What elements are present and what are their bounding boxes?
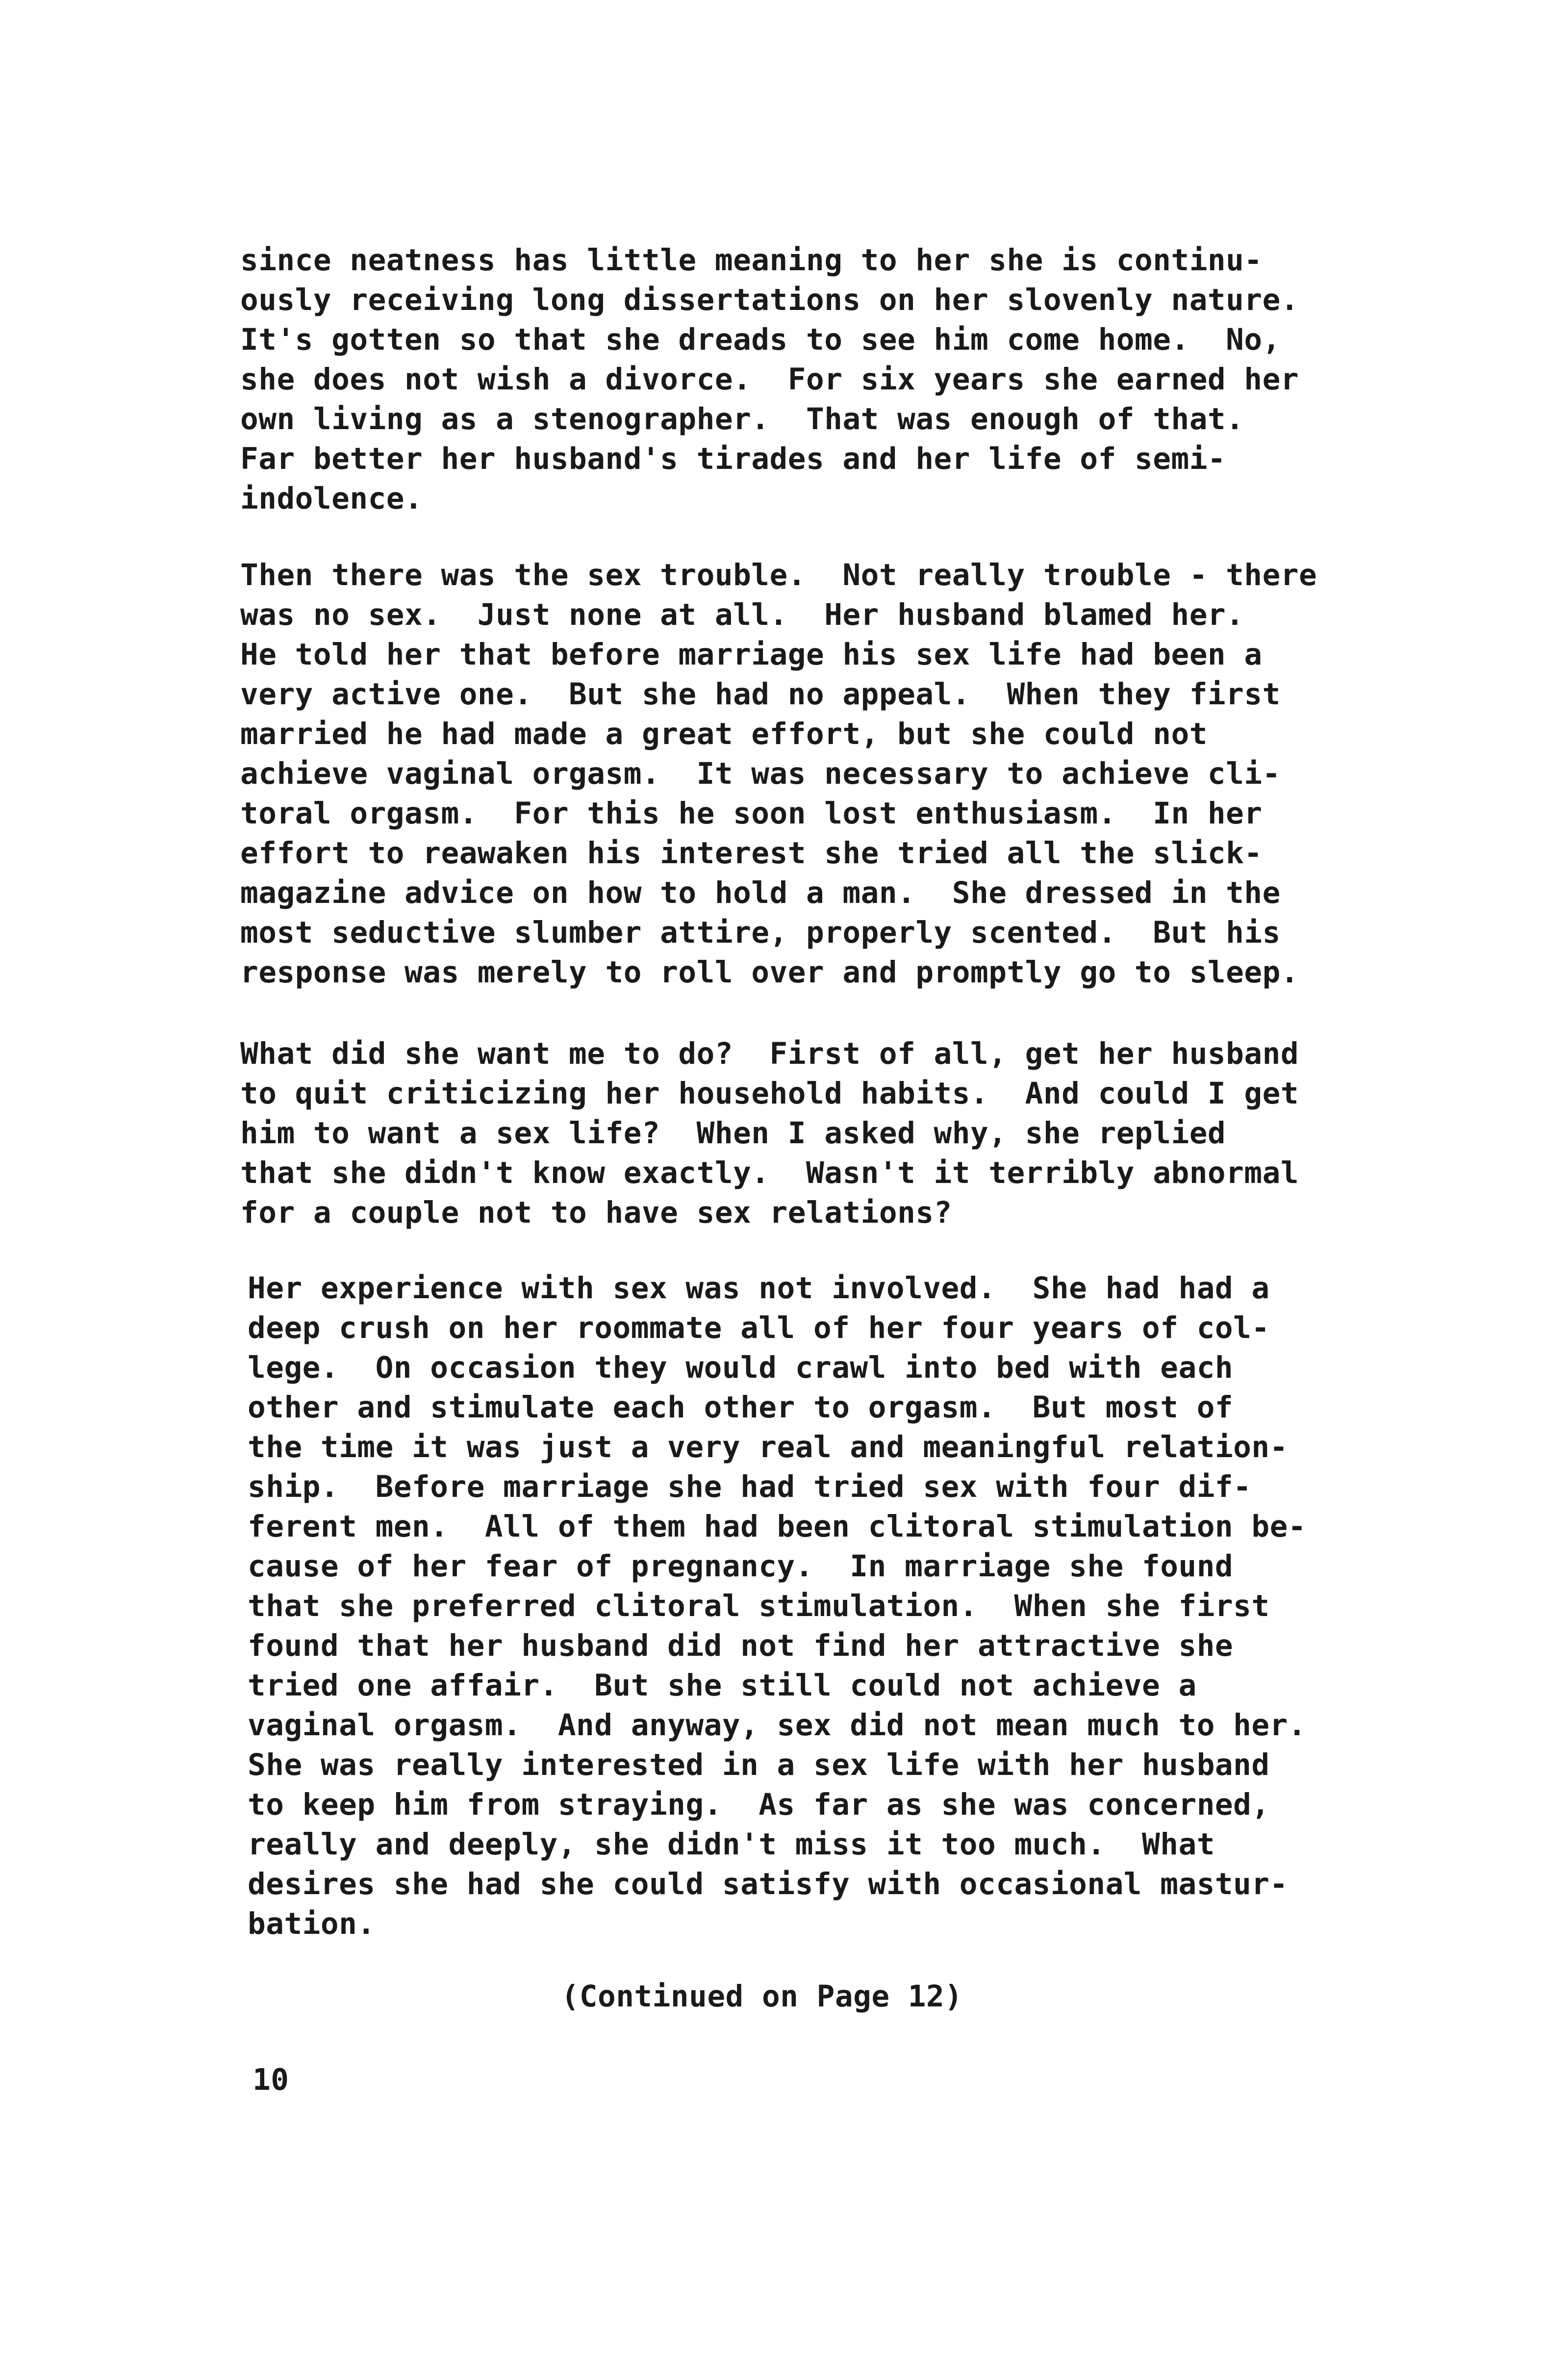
paragraph-3 bbox=[240, 1034, 1299, 1233]
text-line: response was merely to roll over and promptly go to sleep. bbox=[240, 955, 1299, 990]
text-line: ferent men. All of them had been clitoral stimulation be- bbox=[248, 1509, 1307, 1544]
text-line: tried one affair. But she still could not achieve a bbox=[248, 1668, 1197, 1703]
page-number: 10 bbox=[253, 2062, 289, 2097]
text-line: Far better her husband's tirades and her life of semi- bbox=[240, 441, 1226, 476]
text-line: deep crush on her roommate all of her four years of col- bbox=[248, 1310, 1270, 1345]
text-line: to keep him from straying. As far as she was concerned, bbox=[248, 1787, 1270, 1822]
continued-note: (Continued on Page 12) bbox=[561, 1979, 963, 2014]
text-line: other and stimulate each other to orgasm. But most of bbox=[248, 1390, 1234, 1425]
continued-note-row bbox=[0, 1977, 1568, 2016]
text-line: married he had made a great effort, but she could not bbox=[240, 717, 1208, 751]
text-line: she does not wish a divorce. For six years she earned her bbox=[240, 362, 1299, 397]
text-line: most seductive slumber attire, properly scented. But his bbox=[240, 915, 1281, 950]
text-line: that she didn't know exactly. Wasn't it terribly abnormal bbox=[240, 1156, 1299, 1190]
text-line: found that her husband did not find her attractive she bbox=[248, 1628, 1234, 1663]
text-line: that she preferred clitoral stimulation. When she first bbox=[248, 1589, 1270, 1623]
text-line: She was really interested in a sex life with her husband bbox=[248, 1747, 1270, 1782]
paragraph-1 bbox=[240, 240, 1299, 518]
text-line: vaginal orgasm. And anyway, sex did not mean much to her. bbox=[248, 1708, 1307, 1743]
text-line: It's gotten so that she dreads to see him come home. No, bbox=[240, 322, 1281, 357]
text-line: toral orgasm. For this he soon lost enthusiasm. In her bbox=[240, 796, 1263, 831]
text-line: very active one. But she had no appeal. When they first bbox=[240, 677, 1281, 712]
text-line: indolence. bbox=[240, 481, 423, 516]
text-line: really and deeply, she didn't miss it too much. What bbox=[248, 1827, 1215, 1862]
text-line: desires she had she could satisfy with occasional mastur- bbox=[248, 1867, 1288, 1901]
text-line: ously receiving long dissertations on her slovenly nature. bbox=[240, 283, 1299, 317]
text-line: for a couple not to have sex relations? bbox=[240, 1195, 952, 1230]
text-line: Then there was the sex trouble. Not really trouble - there bbox=[240, 558, 1317, 592]
text-line: Her experience with sex was not involved. She had had a bbox=[248, 1271, 1270, 1306]
paragraph-2 bbox=[240, 555, 1317, 992]
text-line: was no sex. Just none at all. Her husband blamed her. bbox=[240, 597, 1244, 632]
text-line: him to want a sex life? When I asked why, she replied bbox=[240, 1116, 1226, 1151]
text-line: since neatness has little meaning to her she is continu- bbox=[240, 243, 1263, 278]
text-line: achieve vaginal orgasm. It was necessary to achieve cli- bbox=[240, 756, 1281, 791]
text-line: What did she want me to do? First of all, get her husband bbox=[240, 1036, 1299, 1071]
text-line: cause of her fear of pregnancy. In marriage she found bbox=[248, 1549, 1234, 1584]
text-line: lege. On occasion they would crawl into bed with each bbox=[248, 1350, 1234, 1385]
text-line: bation. bbox=[248, 1906, 376, 1941]
text-line: the time it was just a very real and meaningful relation- bbox=[248, 1430, 1288, 1464]
paragraph-4 bbox=[248, 1268, 1306, 1944]
text-line: magazine advice on how to hold a man. She dressed in the bbox=[240, 875, 1281, 910]
text-line: He told her that before marriage his sex life had been a bbox=[240, 637, 1263, 672]
text-line: effort to reawaken his interest she tried all the slick- bbox=[240, 836, 1263, 871]
text-line: ship. Before marriage she had tried sex with four dif- bbox=[248, 1469, 1252, 1504]
text-line: own living as a stenographer. That was enough of that. bbox=[240, 402, 1244, 437]
text-line: to quit criticizing her household habits. And could I get bbox=[240, 1076, 1299, 1111]
